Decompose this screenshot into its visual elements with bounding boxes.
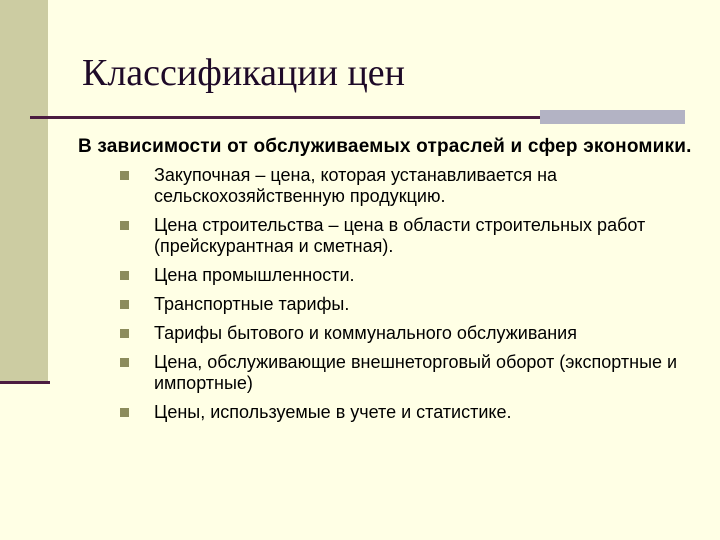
bullet-text: Закупочная – цена, которая устанавливается на сельскохозяйственную продукцию.	[154, 165, 558, 206]
bullet-text: Тарифы бытового и коммунального обслуживания	[154, 323, 577, 343]
square-bullet-icon	[120, 221, 129, 230]
bullet-item	[78, 215, 698, 257]
bullet-item	[78, 265, 698, 286]
slide-body	[78, 135, 698, 431]
square-bullet-icon	[120, 300, 129, 309]
bullet-text: Транспортные тарифы.	[154, 294, 350, 314]
square-bullet-icon	[120, 271, 129, 280]
bullet-item	[78, 294, 698, 315]
bullet-text: Цены, используемые в учете и статистике.	[154, 402, 512, 422]
square-bullet-icon	[120, 408, 129, 417]
title-divider	[30, 116, 540, 119]
bullet-list	[78, 165, 698, 423]
square-bullet-icon	[120, 358, 129, 367]
left-decorative-band	[0, 0, 48, 382]
left-band-underline	[0, 381, 50, 384]
bullet-item	[78, 402, 698, 423]
title-divider-accent	[540, 110, 685, 124]
bullet-text: Цена строительства – цена в области строительных работ (прейскурантная и сметная).	[154, 215, 646, 256]
bullet-text: Цена, обслуживающие внешнеторговый оборот (экспортные и импортные)	[154, 352, 678, 393]
slide-title: Классификации цен	[82, 52, 405, 94]
bullet-item	[78, 352, 698, 394]
square-bullet-icon	[120, 171, 129, 180]
bullet-item	[78, 323, 698, 344]
bullet-item	[78, 165, 698, 207]
bullet-text: Цена промышленности.	[154, 265, 355, 285]
square-bullet-icon	[120, 329, 129, 338]
section-heading: В зависимости от обслуживаемых отраслей и сфер экономики.	[78, 136, 692, 157]
